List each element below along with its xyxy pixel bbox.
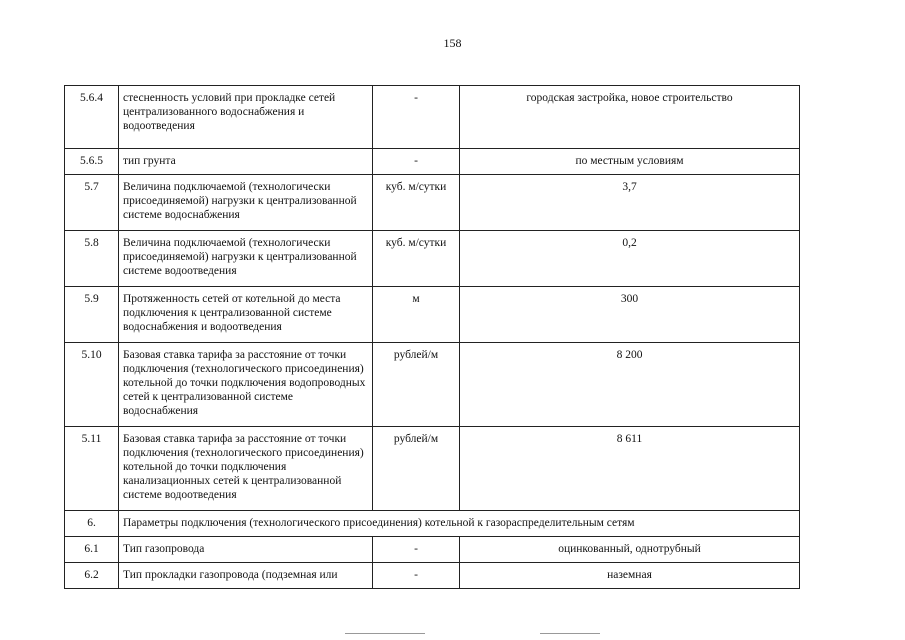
- value: 8 200: [460, 343, 800, 427]
- parameter-name: Величина подключаемой (технологически присоединяемой) нагрузки к централизованной системе водоснабжения: [119, 175, 373, 231]
- row-number: 5.7: [65, 175, 119, 231]
- unit: -: [373, 149, 460, 175]
- value: по местным условиям: [460, 149, 800, 175]
- row-number: 6.2: [65, 563, 119, 589]
- unit: -: [373, 563, 460, 589]
- parameter-name: Протяженность сетей от котельной до места подключения к централизованной системе водоснабжения и водоотведения: [119, 287, 373, 343]
- value: 300: [460, 287, 800, 343]
- table-row: [65, 563, 800, 589]
- parameter-name: Базовая ставка тарифа за расстояние от точки подключения (технологического присоединения) котельной до точки подключения водопроводных сетей к централизованной системе водоснабжения: [119, 343, 373, 427]
- row-number: 5.11: [65, 427, 119, 511]
- unit: куб. м/сутки: [373, 231, 460, 287]
- row-number: 5.6.5: [65, 149, 119, 175]
- parameter-name: тип грунта: [119, 149, 373, 175]
- table-row: [65, 149, 800, 175]
- row-number: 5.10: [65, 343, 119, 427]
- row-number: 6.1: [65, 537, 119, 563]
- parameter-name: Величина подключаемой (технологически присоединяемой) нагрузки к централизованной системе водоотведения: [119, 231, 373, 287]
- parameter-name: стесненность условий при прокладке сетей централизованного водоснабжения и водоотведения: [119, 86, 373, 149]
- table-row: [65, 537, 800, 563]
- value: 3,7: [460, 175, 800, 231]
- table-row: [65, 287, 800, 343]
- section-number: 6.: [65, 511, 119, 537]
- value: 0,2: [460, 231, 800, 287]
- table-row: [65, 175, 800, 231]
- value: наземная: [460, 563, 800, 589]
- table-row: [65, 231, 800, 287]
- table-row: [65, 343, 800, 427]
- value: городская застройка, новое строительство: [460, 86, 800, 149]
- unit: м: [373, 287, 460, 343]
- page-number: 158: [443, 36, 462, 50]
- table-row: [65, 86, 800, 149]
- row-number: 5.6.4: [65, 86, 119, 149]
- unit: рублей/м: [373, 343, 460, 427]
- unit: -: [373, 86, 460, 149]
- unit: рублей/м: [373, 427, 460, 511]
- unit: -: [373, 537, 460, 563]
- value: оцинкованный, однотрубный: [460, 537, 800, 563]
- section-title: Параметры подключения (технологического присоединения) котельной к газораспределительным сетям: [119, 511, 800, 537]
- row-number: 5.9: [65, 287, 119, 343]
- parameters-table: [64, 85, 800, 589]
- row-number: 5.8: [65, 231, 119, 287]
- scan-edge-marks: [0, 633, 905, 637]
- section-row: [65, 511, 800, 537]
- parameter-name: Базовая ставка тарифа за расстояние от точки подключения (технологического присоединения) котельной до точки подключения канализационных сетей к централизованной системе водоотведения: [119, 427, 373, 511]
- table-row: [65, 427, 800, 511]
- parameter-name: Тип прокладки газопровода (подземная или: [119, 563, 373, 589]
- unit: куб. м/сутки: [373, 175, 460, 231]
- parameter-name: Тип газопровода: [119, 537, 373, 563]
- value: 8 611: [460, 427, 800, 511]
